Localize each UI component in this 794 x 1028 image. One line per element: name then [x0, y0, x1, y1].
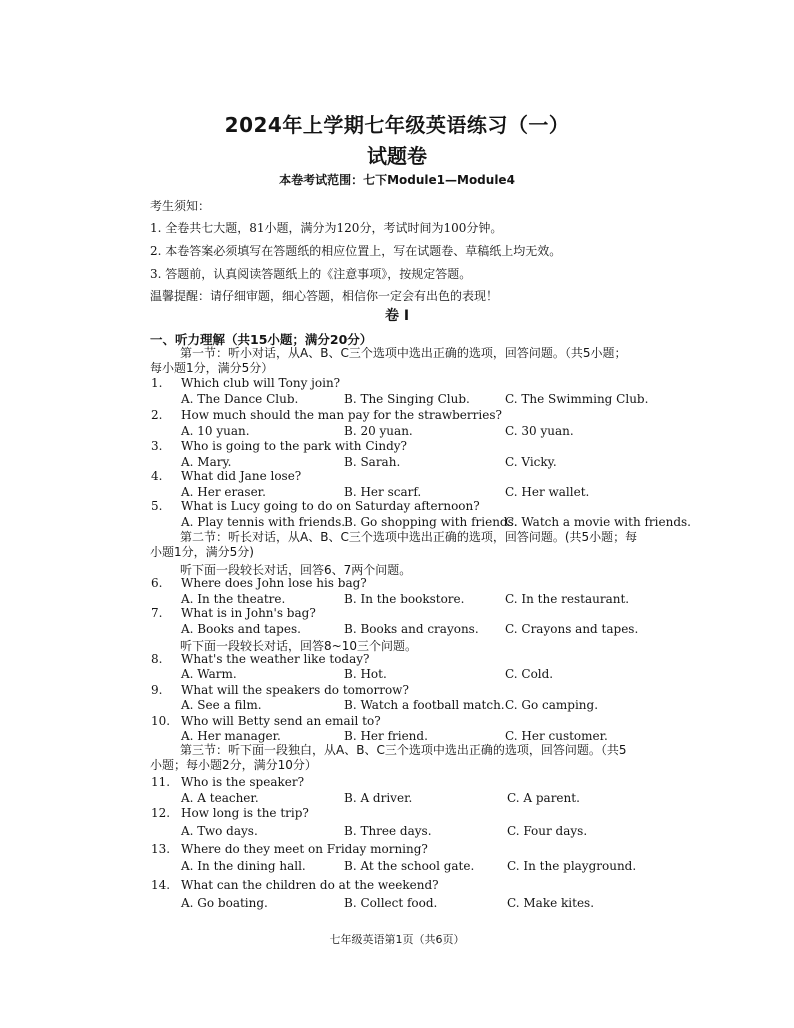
question-text: What can the children do at the weekend? [181, 878, 439, 892]
option-a: A. Books and tapes. [181, 622, 301, 636]
question-number: 13. [151, 842, 171, 856]
note-questions-6-7: 听下面一段较长对话，回答6、7两个问题。 [180, 563, 412, 577]
question-number: 12. [151, 806, 171, 820]
question-number: 3. [151, 439, 163, 453]
option-a: A. Mary. [181, 455, 232, 469]
notice-tip: 温馨提醒：请仔细审题，细心答题，相信你一定会有出色的表现！ [150, 289, 499, 303]
option-c: C. Watch a movie with friends. [505, 515, 691, 529]
notice-item-2: 2. 本卷答案必须填写在答题纸的相应位置上，写在试题卷、草稿纸上均无效。 [150, 244, 562, 258]
option-c: C. In the restaurant. [505, 592, 630, 606]
question-number: 11. [151, 775, 171, 789]
option-b: B. Go shopping with friends. [344, 515, 518, 529]
question-number: 6. [151, 576, 163, 590]
option-a: A. Her manager. [181, 729, 281, 743]
question-number: 10. [151, 714, 171, 728]
question-number: 4. [151, 469, 163, 483]
question-number: 14. [151, 878, 171, 892]
option-a: A. Her eraser. [181, 485, 266, 499]
option-a: A. In the theatre. [181, 592, 286, 606]
option-b: B. The Singing Club. [344, 392, 470, 406]
option-c: C. Go camping. [505, 698, 599, 712]
note-questions-8-10: 听下面一段较长对话，回答8~10三个问题。 [180, 639, 417, 653]
option-b: B. At the school gate. [344, 859, 475, 873]
question-text: What did Jane lose? [181, 469, 302, 483]
option-c: C. Make kites. [507, 896, 595, 910]
option-c: C. Her wallet. [505, 485, 590, 499]
exam-title: 2024年上学期七年级英语练习（一） [224, 113, 570, 137]
option-c: C. Her customer. [505, 729, 608, 743]
option-b: B. Hot. [344, 667, 387, 681]
question-number: 5. [151, 499, 163, 513]
question-number: 2. [151, 408, 163, 422]
option-c: C. Vicky. [505, 455, 557, 469]
option-c: C. 30 yuan. [505, 424, 574, 438]
question-text: What is Lucy going to do on Saturday afternoon? [181, 499, 480, 513]
question-text: Where does John lose his bag? [181, 576, 367, 590]
page-footer: 七年级英语第1页（共6页） [329, 933, 465, 946]
question-text: Who is the speaker? [181, 775, 305, 789]
part2-instruction [150, 530, 698, 560]
part1-instruction-line2: 每小题1分，满分5分） [150, 361, 274, 375]
option-b: B. Her friend. [344, 729, 428, 743]
option-c: C. A parent. [507, 791, 580, 805]
option-b: B. Three days. [344, 824, 432, 838]
option-a: A. The Dance Club. [181, 392, 299, 406]
question-text: What will the speakers do tomorrow? [181, 683, 409, 697]
exam-subtitle: 试题卷 [367, 144, 427, 168]
option-b: B. Books and crayons. [344, 622, 479, 636]
option-a: A. Warm. [181, 667, 237, 681]
option-b: B. Watch a football match. [344, 698, 505, 712]
question-number: 8. [151, 652, 163, 666]
question-number: 1. [151, 376, 163, 390]
option-b: B. 20 yuan. [344, 424, 413, 438]
section-title: 一、听力理解（共15小题；满分20分） [150, 332, 373, 347]
option-a: A. In the dining hall. [181, 859, 306, 873]
notice-item-3: 3. 答题前，认真阅读答题纸上的《注意事项》，按规定答题。 [150, 267, 472, 281]
option-a: A. Two days. [181, 824, 258, 838]
volume-label: 卷 Ⅰ [384, 308, 410, 324]
question-text: Where do they meet on Friday morning? [181, 842, 428, 856]
option-c: C. Four days. [507, 824, 588, 838]
option-c: C. Crayons and tapes. [505, 622, 639, 636]
option-b: B. Sarah. [344, 455, 401, 469]
question-number: 7. [151, 606, 163, 620]
part1-instruction-line1: 第一节：听小对话，从A、B、C三个选项中选出正确的选项，回答问题。（共5小题； [180, 346, 627, 360]
question-text: What's the weather like today? [181, 652, 370, 666]
option-b: B. In the bookstore. [344, 592, 465, 606]
question-text: How long is the trip? [181, 806, 309, 820]
question-number: 9. [151, 683, 163, 697]
option-a: A. A teacher. [181, 791, 259, 805]
option-b: B. Collect food. [344, 896, 438, 910]
option-c: C. The Swimming Club. [505, 392, 649, 406]
option-a: A. Play tennis with friends. [181, 515, 346, 529]
part2-instruction-line1: 第二节：听长对话，从A、B、C三个选项中选出正确的选项，回答问题。(共5小题；每 [180, 530, 638, 544]
part3-instruction [150, 743, 698, 773]
notice-heading: 考生须知： [150, 199, 211, 213]
exam-scope: 本卷考试范围：七下Module1—Module4 [279, 173, 515, 187]
question-text: Who is going to the park with Cindy? [181, 439, 407, 453]
question-text: Which club will Tony join? [181, 376, 341, 390]
question-text: What is in John's bag? [181, 606, 316, 620]
option-c: C. In the playground. [507, 859, 637, 873]
option-c: C. Cold. [505, 667, 554, 681]
part3-instruction-line2: 小题；每小题2分，满分10分） [150, 758, 317, 772]
part1-instruction [150, 346, 698, 376]
part3-instruction-line1: 第三节：听下面一段独白，从A、B、C三个选项中选出正确的选项，回答问题。（共5 [180, 743, 627, 757]
question-text: Who will Betty send an email to? [181, 714, 381, 728]
option-b: B. A driver. [344, 791, 413, 805]
option-b: B. Her scarf. [344, 485, 422, 499]
notice-item-1: 1. 全卷共七大题，81小题，满分为120分，考试时间为100分钟。 [150, 221, 503, 235]
part2-instruction-line2: 小题1分，满分5分) [150, 545, 254, 559]
option-a: A. See a film. [181, 698, 262, 712]
option-a: A. 10 yuan. [181, 424, 250, 438]
option-a: A. Go boating. [181, 896, 268, 910]
question-text: How much should the man pay for the strawberries? [181, 408, 502, 422]
